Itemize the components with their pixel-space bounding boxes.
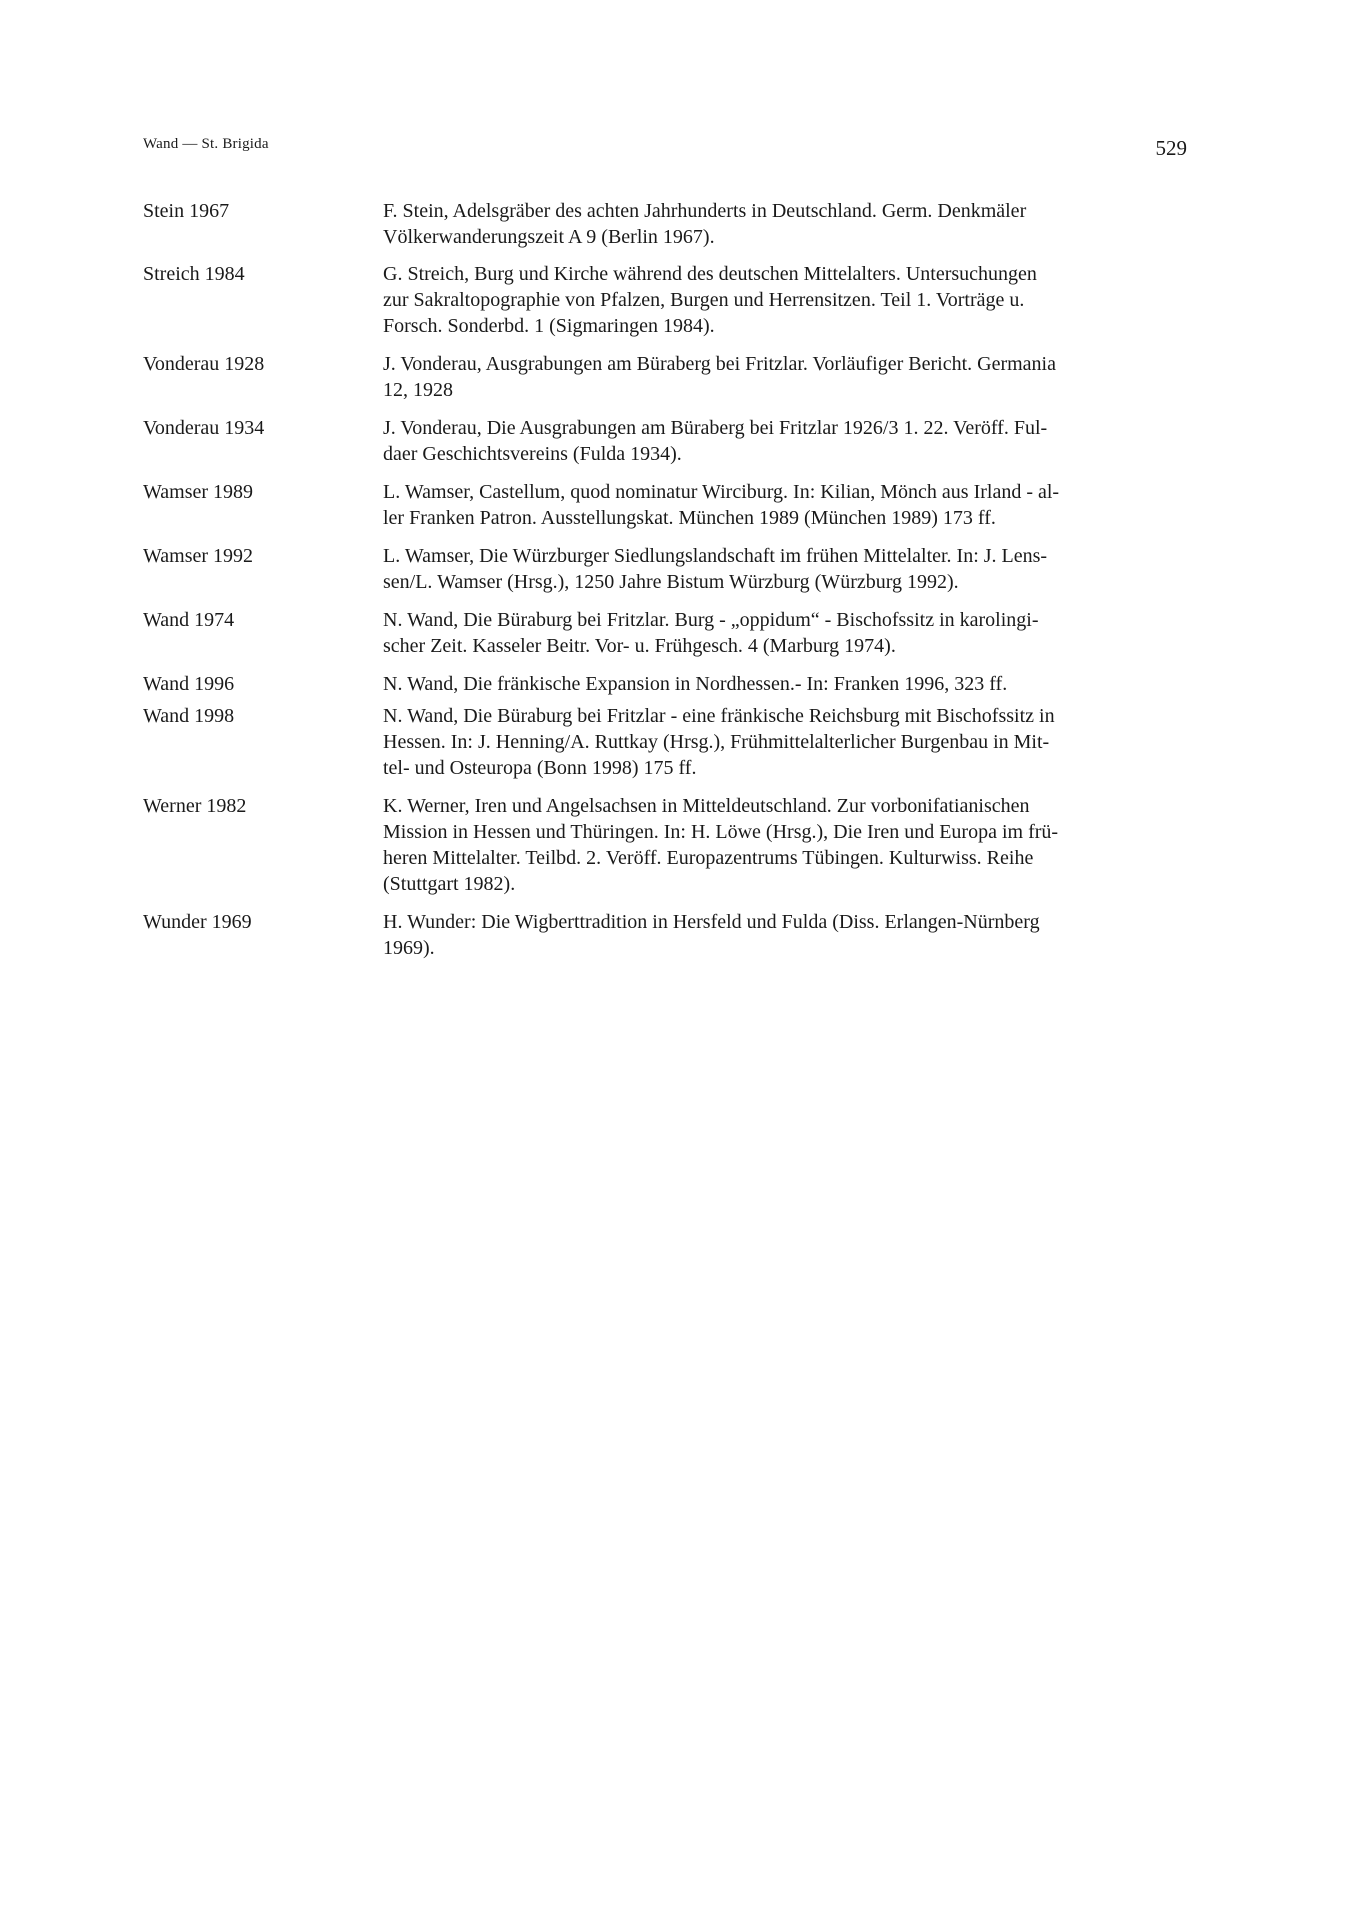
entry-reference	[383, 793, 1187, 897]
bibliography-entry	[143, 198, 1187, 250]
entry-reference	[383, 543, 1187, 595]
reference-line: N. Wand, Die Büraburg bei Fritzlar - eine fränkische Reichsburg mit Bischofssitz in	[383, 705, 1055, 727]
bibliography-entry	[143, 415, 1187, 467]
reference-line: L. Wamser, Castellum, quod nominatur Wirciburg. In: Kilian, Mönch aus Irland - al-	[383, 481, 1060, 503]
bibliography-entry	[143, 351, 1187, 403]
entry-key: Vonderau 1934	[143, 417, 265, 439]
entry-key: Wunder 1969	[143, 911, 252, 933]
reference-line: N. Wand, Die Büraburg bei Fritzlar. Burg - „oppidum“ - Bischofssitz in karolingi-	[383, 609, 1039, 631]
bibliography-entry	[143, 909, 1187, 961]
entry-key: Wamser 1992	[143, 545, 254, 567]
entry-key: Wand 1996	[143, 673, 235, 695]
reference-line: Völkerwanderungszeit A 9 (Berlin 1967).	[383, 226, 715, 248]
reference-line: tel- und Osteuropa (Bonn 1998) 175 ff.	[383, 757, 697, 779]
entry-key: Wamser 1989	[143, 481, 254, 503]
entry-reference	[383, 198, 1187, 250]
entry-key: Wand 1974	[143, 609, 235, 631]
reference-line: 12, 1928	[383, 379, 453, 401]
reference-line: J. Vonderau, Ausgrabungen am Büraberg bei Fritzlar. Vorläufiger Bericht. Germania	[383, 353, 1056, 375]
reference-line: 1969).	[383, 937, 435, 959]
entry-key: Werner 1982	[143, 795, 247, 817]
bibliography-entry	[143, 671, 1187, 697]
bibliography-entry	[143, 261, 1187, 339]
reference-line: F. Stein, Adelsgräber des achten Jahrhunderts in Deutschland. Germ. Denkmäler	[383, 200, 1027, 222]
entry-reference	[383, 351, 1187, 403]
running-title: Wand — St. Brigida	[143, 136, 269, 152]
entry-reference	[383, 909, 1187, 961]
reference-line: zur Sakraltopographie von Pfalzen, Burgen und Herrensitzen. Teil 1. Vorträge u.	[383, 289, 1025, 311]
reference-line: L. Wamser, Die Würzburger Siedlungslandschaft im frühen Mittelalter. In: J. Lens-	[383, 545, 1048, 567]
entry-key: Vonderau 1928	[143, 353, 265, 375]
reference-line: ler Franken Patron. Ausstellungskat. München 1989 (München 1989) 173 ff.	[383, 507, 996, 529]
reference-line: heren Mittelalter. Teilbd. 2. Veröff. Europazentrums Tübingen. Kulturwiss. Reihe	[383, 847, 1034, 869]
reference-line: K. Werner, Iren und Angelsachsen in Mitteldeutschland. Zur vorbonifatianischen	[383, 795, 1030, 817]
reference-line: daer Geschichtsvereins (Fulda 1934).	[383, 443, 682, 465]
bibliography-entry	[143, 543, 1187, 595]
entry-reference	[383, 479, 1187, 531]
bibliography-entry	[143, 703, 1187, 781]
page-number: 529	[1155, 136, 1187, 160]
reference-line: Hessen. In: J. Henning/A. Ruttkay (Hrsg.), Frühmittelalterlicher Burgenbau in Mit-	[383, 731, 1050, 753]
entry-reference	[383, 671, 1187, 697]
reference-line: G. Streich, Burg und Kirche während des deutschen Mittelalters. Untersuchungen	[383, 263, 1037, 285]
reference-line: N. Wand, Die fränkische Expansion in Nordhessen.- In: Franken 1996, 323 ff.	[383, 673, 1008, 695]
bibliography-entry	[143, 607, 1187, 659]
reference-line: H. Wunder: Die Wigberttradition in Hersfeld und Fulda (Diss. Erlangen-Nürnberg	[383, 911, 1040, 933]
reference-line: Mission in Hessen und Thüringen. In: H. Löwe (Hrsg.), Die Iren und Europa im frü-	[383, 821, 1059, 843]
reference-line: sen/L. Wamser (Hrsg.), 1250 Jahre Bistum Würzburg (Würzburg 1992).	[383, 571, 959, 593]
reference-line: (Stuttgart 1982).	[383, 873, 516, 895]
entry-reference	[383, 607, 1187, 659]
entry-key: Streich 1984	[143, 263, 245, 285]
reference-line: scher Zeit. Kasseler Beitr. Vor- u. Frühgesch. 4 (Marburg 1974).	[383, 635, 896, 657]
bibliography-entry	[143, 479, 1187, 531]
entry-reference	[383, 415, 1187, 467]
running-head	[143, 136, 1187, 166]
bibliography-list	[143, 198, 1187, 961]
entry-reference	[383, 703, 1187, 781]
entry-reference	[383, 261, 1187, 339]
entry-key: Stein 1967	[143, 200, 230, 222]
reference-line: Forsch. Sonderbd. 1 (Sigmaringen 1984).	[383, 315, 715, 337]
reference-line: J. Vonderau, Die Ausgrabungen am Büraberg bei Fritzlar 1926/3 1. 22. Veröff. Ful-	[383, 417, 1048, 439]
bibliography-entry	[143, 793, 1187, 897]
entry-key: Wand 1998	[143, 705, 235, 727]
